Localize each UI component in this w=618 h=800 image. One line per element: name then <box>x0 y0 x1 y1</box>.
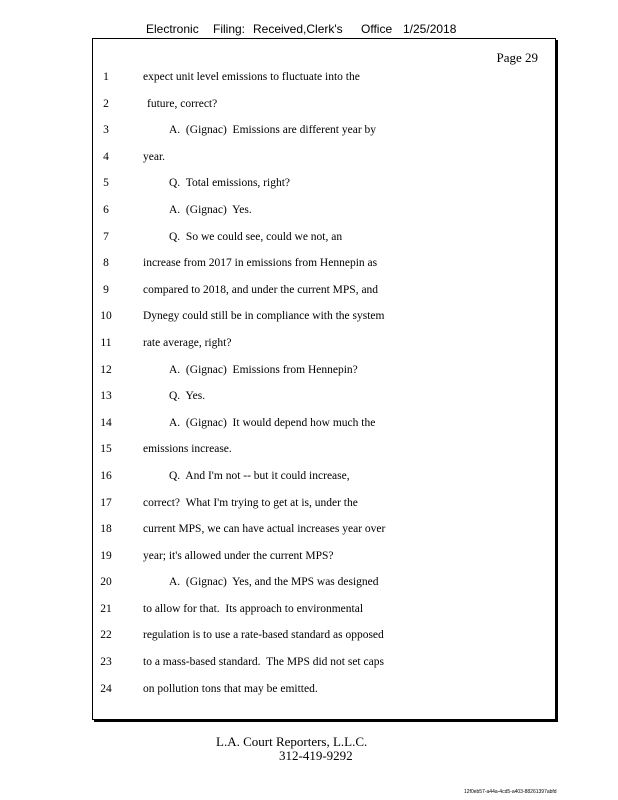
line-number: 4 <box>103 150 109 163</box>
transcript-line <box>0 575 618 602</box>
transcript-line <box>0 363 618 390</box>
line-text: year. <box>143 150 166 163</box>
reporter-company: L.A. Court Reporters, L.L.C. <box>216 734 368 749</box>
filing-word-received-clerks: Received,Clerk's <box>253 22 343 36</box>
line-number: 2 <box>103 97 109 110</box>
transcript-line <box>0 655 618 682</box>
line-text: Q. Yes. <box>169 390 206 403</box>
transcript-line <box>0 389 618 416</box>
line-text: expect unit level emissions to fluctuate into the <box>143 71 360 83</box>
line-number: 20 <box>100 576 112 589</box>
line-text: current MPS, we can have actual increases year over <box>143 523 386 536</box>
line-number: 11 <box>100 336 112 349</box>
line-text: Q. Total emissions, right? <box>169 177 291 190</box>
line-number: 12 <box>100 363 112 376</box>
line-number: 16 <box>100 469 112 482</box>
line-text: year; it's allowed under the current MPS? <box>143 549 334 562</box>
transcript-line <box>0 70 618 97</box>
filing-word-filing: Filing: <box>213 22 246 36</box>
transcript-line <box>0 123 618 150</box>
line-number: 10 <box>100 310 112 323</box>
line-text: Dynegy could still be in compliance with the system <box>143 310 385 323</box>
line-text: on pollution tons that may be emitted. <box>143 682 318 695</box>
transcript-line <box>0 682 618 709</box>
line-number: 1 <box>103 71 109 83</box>
line-text: increase from 2017 in emissions from Hennepin as <box>143 257 378 270</box>
transcript-line <box>0 150 618 177</box>
transcript-line <box>0 230 618 257</box>
line-text: A. (Gignac) Yes, and the MPS was designed <box>169 576 379 589</box>
line-number: 5 <box>103 177 109 190</box>
transcript-line <box>0 336 618 363</box>
line-text: Q. So we could see, could we not, an <box>169 230 343 243</box>
line-number: 17 <box>100 496 112 509</box>
line-text: A. (Gignac) Emissions are different year by <box>169 124 377 137</box>
line-text: correct? What I'm trying to get at is, under the <box>143 496 358 509</box>
transcript-line <box>0 522 618 549</box>
transcript-line <box>0 256 618 283</box>
line-number: 18 <box>100 523 112 536</box>
line-number: 24 <box>100 682 112 695</box>
transcript-line <box>0 416 618 443</box>
document-id: 12f0eb57-a44a-4cd5-a403-8826139​7abfd <box>464 789 557 795</box>
line-text: to allow for that. Its approach to environmental <box>143 602 364 615</box>
line-text: A. (Gignac) Yes. <box>169 203 252 216</box>
transcript-line <box>0 442 618 469</box>
line-text: rate average, right? <box>143 336 232 349</box>
line-number: 23 <box>100 656 112 669</box>
transcript-line <box>0 203 618 230</box>
transcript-line <box>0 628 618 655</box>
reporter-phone: 312-419-9292 <box>279 748 353 763</box>
line-number: 19 <box>100 549 112 562</box>
line-text: A. (Gignac) It would depend how much the <box>169 416 376 429</box>
line-text: emissions increase. <box>143 443 232 456</box>
line-number: 15 <box>100 443 112 456</box>
transcript-line <box>0 309 618 336</box>
transcript-line <box>0 602 618 629</box>
line-number: 13 <box>100 390 112 403</box>
filing-word-office: Office <box>361 22 393 36</box>
line-text: Q. And I'm not -- but it could increase, <box>169 469 350 482</box>
transcript-line <box>0 549 618 576</box>
transcript-line <box>0 283 618 310</box>
page-number: Page 29 <box>496 50 538 65</box>
line-number: 3 <box>103 124 109 137</box>
filing-word-electronic: Electronic <box>146 22 199 36</box>
line-text: regulation is to use a rate-based standard as opposed <box>143 629 384 642</box>
transcript-lines <box>0 70 618 708</box>
line-text: to a mass-based standard. The MPS did not set caps <box>143 656 384 669</box>
transcript-line <box>0 496 618 523</box>
line-text: future, correct? <box>147 97 218 110</box>
line-number: 6 <box>103 203 109 216</box>
line-text: compared to 2018, and under the current MPS, and <box>143 283 379 296</box>
line-number: 9 <box>103 283 109 296</box>
line-number: 7 <box>103 230 109 243</box>
transcript-line <box>0 469 618 496</box>
filing-date: 1/25/2018 <box>403 22 457 36</box>
line-number: 22 <box>100 629 112 642</box>
line-number: 14 <box>100 416 112 429</box>
transcript-line <box>0 176 618 203</box>
line-number: 8 <box>103 257 109 270</box>
transcript-line <box>0 97 618 124</box>
line-number: 21 <box>100 602 112 615</box>
line-text: A. (Gignac) Emissions from Hennepin? <box>169 363 358 376</box>
